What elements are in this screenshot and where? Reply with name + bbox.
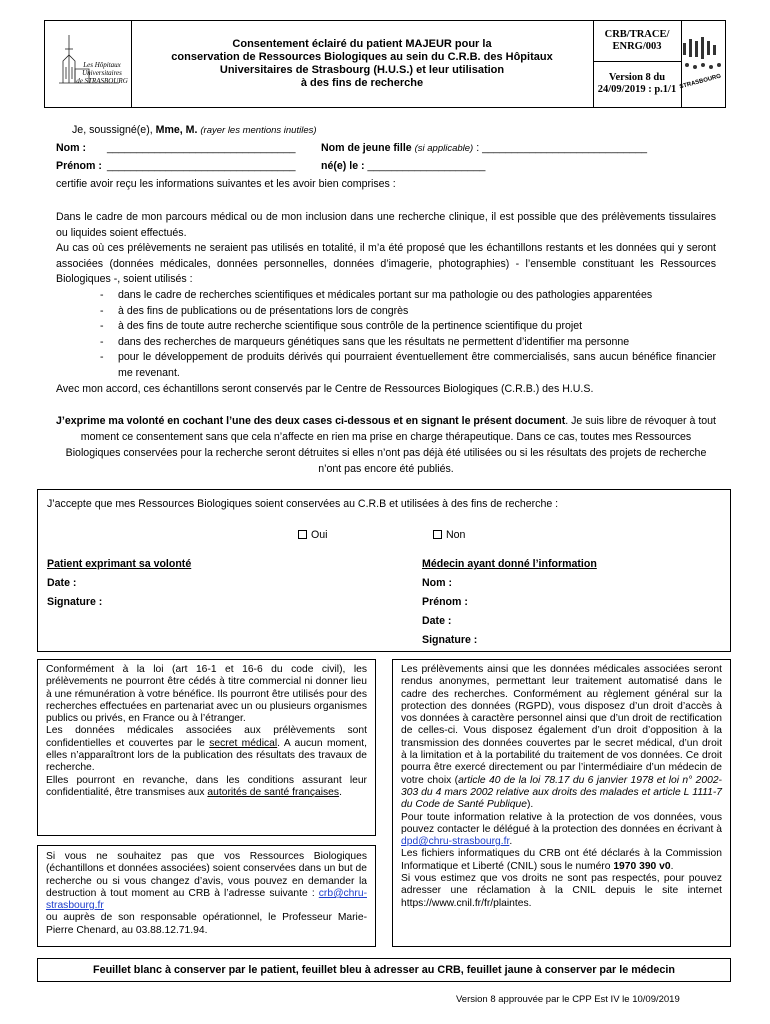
list-item: - à des fins de publications ou de présentations lors de congrès xyxy=(100,304,716,320)
medecin-prenom-field[interactable]: Prénom : xyxy=(422,596,468,608)
rgpd-text-2: Pour toute information relative à la protection de vos données, vous pouvez contacter le délégué à la protection des données en écrivant à dpd@chru-strasbourg.fr. xyxy=(401,811,722,848)
document-header xyxy=(44,20,726,108)
rgpd-box xyxy=(392,659,731,947)
birthdate-field[interactable]: né(e) le : ____________________ xyxy=(321,160,486,172)
hus-logo xyxy=(45,21,132,107)
list-item: - dans des recherches de marqueurs génétiques sans que les résultats ne permettent d’identifier ma personne xyxy=(100,335,716,351)
document-reference xyxy=(593,21,682,107)
prenom-line[interactable]: ________________________________ xyxy=(107,160,296,172)
medecin-nom-field[interactable]: Nom : xyxy=(422,577,453,589)
jeune-fille-field[interactable]: Nom de jeune fille (si applicable) : ____________________________ xyxy=(321,142,648,154)
feuillet-notice: Feuillet blanc à conserver par le patient, feuillet bleu à adresser au CRB, feuillet jaune à conserver par le médecin xyxy=(37,958,731,982)
oui-checkbox[interactable]: Oui xyxy=(298,528,328,542)
usage-list xyxy=(100,288,716,382)
medecin-date-field[interactable]: Date : xyxy=(422,615,452,627)
non-checkbox[interactable]: Non xyxy=(433,528,465,542)
dpd-email-link[interactable]: dpd@chru-strasbourg.fr xyxy=(401,836,510,848)
certifie-text: certifie avoir reçu les informations suivantes et les avoir bien comprises : xyxy=(56,178,396,190)
nom-field[interactable]: Nom : xyxy=(56,142,87,154)
crb-logo-icon xyxy=(673,21,743,107)
nom-line[interactable]: ________________________________ xyxy=(107,142,296,154)
list-item: - dans le cadre de recherches scientifiques et médicales portant sur ma pathologie ou des pathologies apparentées xyxy=(100,288,716,304)
hus-logo-text: Les Hôpitaux Universitaires de STRASBOURG xyxy=(76,61,128,85)
law-text-3: Elles pourront en revanche, dans les conditions assurant leur confidentialité, être transmises aux autorités de santé françaises. xyxy=(46,774,367,798)
law-text-2: Les données médicales associées aux prélèvements sont confidentielles et couvertes par le secret médical. A aucun moment, elles n’apparaîtront lors de la publication des résultats des travaux de recherche. xyxy=(46,725,367,774)
checkbox-icon[interactable] xyxy=(298,530,307,539)
crb-email-link[interactable]: crb@chru-strasbourg.fr xyxy=(46,887,367,912)
document-title: Consentement éclairé du patient MAJEUR pour la conservation de Ressources Biologiques au sein du C.R.B. des Hôpitaux Universitaires de Strasbourg (H.U.S.) et leur utilisation à des fins de recherche xyxy=(131,21,594,107)
intro-line: Je, soussigné(e), Mme, M. (rayer les mentions inutiles) xyxy=(72,124,317,136)
paragraph-1: Dans le cadre de mon parcours médical ou de mon inclusion dans une recherche clinique, il est possible que des prélèvements tissulaires ou liquides soient effectués. xyxy=(56,211,716,239)
accept-text: J’accepte que mes Ressources Biologiques soient conservées au C.R.B et utilisées à des fins de recherche : xyxy=(47,498,559,510)
medecin-title: Médecin ayant donné l’information xyxy=(422,558,597,570)
patient-signature-field[interactable]: Signature : xyxy=(47,596,103,608)
info-paragraphs xyxy=(56,210,716,288)
crb-logo-text: STRASBOURG xyxy=(678,73,722,91)
crb-logo xyxy=(678,21,725,107)
list-item: - pour le développement de produits dérivés qui pourraient éventuellement être commercialisés, sans aucun bénéfice financier me revenant. xyxy=(100,350,716,381)
list-item: - à des fins de toute autre recherche scientifique sous contrôle de la pertinence scientifique du projet xyxy=(100,319,716,335)
patient-date-field[interactable]: Date : xyxy=(47,577,77,589)
version-date: Version 8 du 24/09/2019 : p.1/1 xyxy=(597,72,677,95)
destruction-box xyxy=(37,845,376,947)
reference-code: CRB/TRACE/ ENRG/003 xyxy=(593,21,681,62)
medecin-signature-field[interactable]: Signature : xyxy=(422,634,478,646)
law-box xyxy=(37,659,376,836)
patient-title: Patient exprimant sa volonté xyxy=(47,558,192,570)
rgpd-text-1: Les prélèvements ainsi que les données médicales associées seront rendus anonymes, permettant leur traitement automatisé dans le cadre des recherches. Conformément au règlement général sur la protection des données (RGPD), vous disposez d’un droit d’accès à vos données à caractère personnel ainsi que d’un droit de rectification de celles-ci. Vous disposez également d’un droit d’opposition à la transmission des données couvertes par le secret médical, d’un droit à la limitation et à la portabilité du traitement de vos données. Ce droit pourra être exercé directement ou par l’intermédiaire d’un médecin de votre choix (article 40 de la loi 78.17 du 6 janvier 1978 et loi n° 2002-303 du 4 mars 2002 relative aux droits des malades et article L 1111-7 du Code de Santé Publique). xyxy=(401,664,722,811)
checkbox-icon[interactable] xyxy=(433,530,442,539)
destruction-contact: ou auprès de son responsable opérationnel, le Professeur Marie-Pierre Chenard, au 03.88.12.71.94. xyxy=(46,912,367,936)
paragraph-2: Au cas où ces prélèvements ne seraient pas utilisés en totalité, il m’a été proposé que les échantillons restants et les données qui y seront associées (données médicales, données personnelles, données d’imagerie, photographies) - l’ensemble constituant les Ressources Biologiques -, soient utilisés : xyxy=(56,242,716,286)
prenom-field[interactable]: Prénom : xyxy=(56,160,102,172)
volonte-statement: J’exprime ma volonté en cochant l’une des deux cases ci-dessous et en signant le présent document. Je suis libre de révoquer à tout moment ce consentement sans que cela n’affecte en rien ma prise en charge thérapeutique. Dans ce cas, toutes mes Ressources Biologiques conservées pour la recherche seront détruites si elles n’ont pas déjà été utilisées ou si les résultats des projets de recherche n’ont pas encore été publiés. xyxy=(56,415,716,475)
law-text-1: Conformément à la loi (art 16-1 et 16-6 du code civil), les prélèvements ne pourront être cédés à titre commercial ni donner lieu à une rémunération à votre bénéfice. Ils pourront être utilisés pour des recherches effectuées en partenariat avec un ou plusieurs organismes publics ou privés, en France ou à l’étranger. xyxy=(46,664,367,725)
rgpd-text-4: Si vous estimez que vos droits ne sont pas respectés, pour pouvez adresser une réclamation à la CNIL depuis le site internet https://www.cnil.fr/fr/plaintes. xyxy=(401,873,722,909)
destruction-text: Si vous ne souhaitez pas que vos Ressources Biologiques (échantillons et données associées) soient conservées dans un but de recherche ou si vous changez d’avis, vous pouvez en demander la destruction à tout moment au CRB à l’adresse suivante : crb@chru-strasbourg.fr xyxy=(46,851,367,912)
paragraph-3: Avec mon accord, ces échantillons seront conservés par le Centre de Ressources Biologiques (C.R.B.) des H.U.S. xyxy=(56,383,594,395)
rgpd-text-3: Les fichiers informatiques du CRB ont été déclarés à la Commission Informatique et Liberté (CNIL) sous le numéro 1970 390 v0. xyxy=(401,848,722,872)
approval-note: Version 8 approuvée par le CPP Est IV le 10/09/2019 xyxy=(456,994,680,1005)
